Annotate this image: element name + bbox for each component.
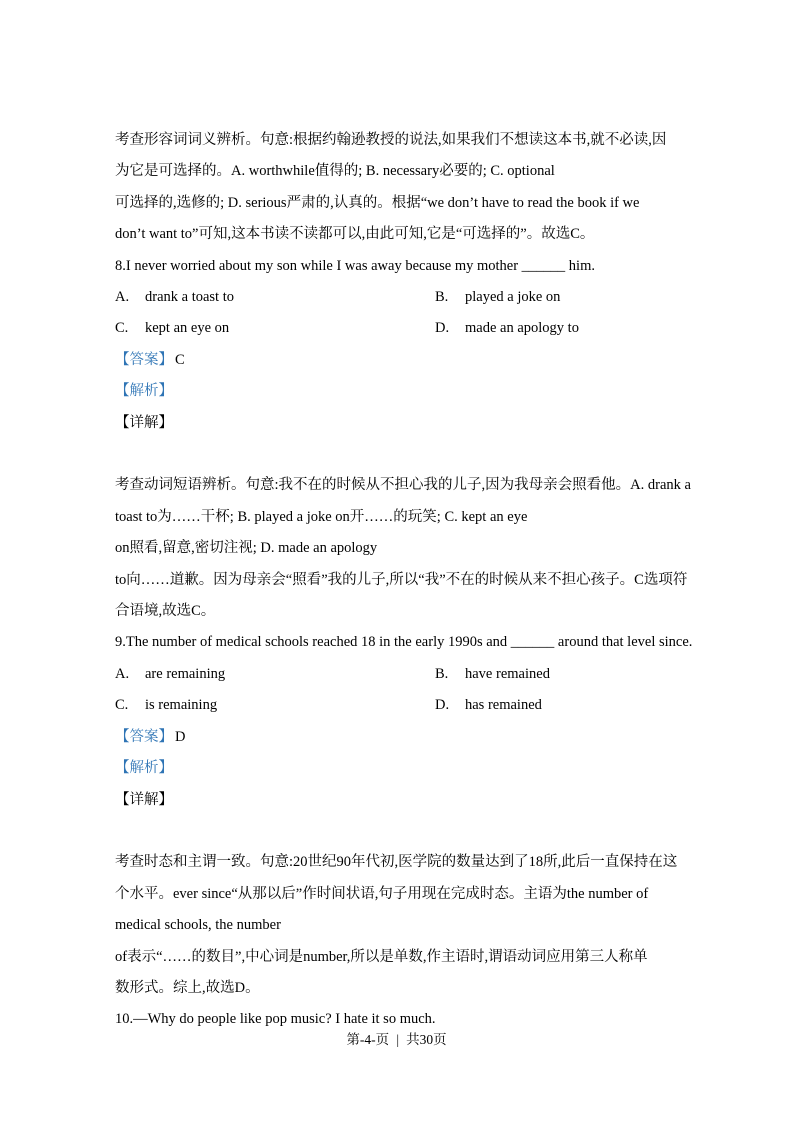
q8-stem: 8.I never worried about my son while I was away because my mother ______ him. xyxy=(115,257,595,274)
q9-option-c-letter: C. xyxy=(115,697,129,714)
q8-explanation-line-2: toast to为……干杯; B. played a joke on开……的玩笑; C. kept an eye xyxy=(115,508,528,525)
spacer xyxy=(115,816,681,847)
q9-option-a-letter: A. xyxy=(115,665,130,682)
q8-option-d-text: made an apology to xyxy=(465,320,579,337)
q8-explanation-line-3: on照看,留意,密切注视; D. made an apology xyxy=(115,540,378,557)
q8-options-row-2 xyxy=(115,313,681,344)
q9-answer-value: D xyxy=(175,728,186,745)
q9-explanation-line-3: medical schools, the number xyxy=(115,917,281,934)
footer-total-pages: 共30页 xyxy=(406,1032,447,1047)
q8-option-d xyxy=(435,313,681,344)
q8-detail-line xyxy=(115,408,681,439)
q8-option-b-letter: B. xyxy=(435,289,449,306)
q9-explanation-line-1: 考查时态和主谓一致。句意:20世纪90年代初,医学院的数量达到了18所,此后一直保持在这 xyxy=(115,854,678,871)
q7-explanation-line-2: 为它是可选择的。A. worthwhile值得的; B. necessary必要的; C. optional xyxy=(115,163,555,180)
q9-analysis-line xyxy=(115,753,681,784)
q8-analysis-line xyxy=(115,376,681,407)
q9-answer-label: 【答案】 xyxy=(115,728,173,745)
q8-answer-value: C xyxy=(175,351,185,368)
spacer xyxy=(115,439,681,470)
q9-detail-line xyxy=(115,785,681,816)
q8-detail-label: 【详解】 xyxy=(115,414,173,431)
q9-option-c-text: is remaining xyxy=(145,697,218,714)
q8-option-c-text: kept an eye on xyxy=(145,320,230,337)
q9-detail-label: 【详解】 xyxy=(115,791,173,808)
q8-options-row-1 xyxy=(115,282,681,313)
q8-answer-line xyxy=(115,345,681,376)
q8-explanation-line-5: 合语境,故选C。 xyxy=(115,603,216,620)
q8-option-d-letter: D. xyxy=(435,320,450,337)
q9-option-b xyxy=(435,659,681,690)
q7-explanation-line-1: 考查形容词词义辨析。句意:根据约翰逊教授的说法,如果我们不想读这本书,就不必读,因 xyxy=(115,132,667,148)
q9-answer-line xyxy=(115,722,681,753)
q9-option-d-letter: D. xyxy=(435,697,450,714)
q8-option-a-letter: A. xyxy=(115,289,130,306)
q8-option-b xyxy=(435,282,681,313)
q9-option-d xyxy=(435,690,681,721)
q9-option-a xyxy=(115,659,435,690)
q8-analysis-label: 【解析】 xyxy=(115,383,173,400)
q9-option-c xyxy=(115,690,435,721)
q8-option-b-text: played a joke on xyxy=(465,289,561,306)
q8-explanation-line-4: to向……道歉。因为母亲会“照看”我的儿子,所以“我”不在的时候从来不担心孩子。C选项符 xyxy=(115,571,688,588)
q9-options-row-1 xyxy=(115,659,681,690)
footer-page-number: 第-4-页 xyxy=(346,1032,390,1047)
q9-explanation-line-5: 数形式。综上,故选D。 xyxy=(115,979,260,996)
q9-explanation-line-4: of表示“……的数目”,中心词是number,所以是单数,作主语时,谓语动词应用第三人称单 xyxy=(115,948,648,965)
q8-answer-label: 【答案】 xyxy=(115,351,173,368)
q9-option-b-text: have remained xyxy=(465,665,550,682)
footer-separator: | xyxy=(396,1032,400,1047)
q7-explanation-line-4: don’t want to”可知,这本书读不读都可以,由此可知,它是“可选择的”。故选C。 xyxy=(115,226,595,243)
q8-option-c-letter: C. xyxy=(115,320,129,337)
q7-explanation-line-3: 可选择的,选修的; D. serious严肃的,认真的。根据“we don’t have to read the book if we xyxy=(115,194,640,211)
q9-option-a-text: are remaining xyxy=(145,665,226,682)
page-footer xyxy=(0,1030,793,1050)
q8-option-a xyxy=(115,282,435,313)
q9-option-b-letter: B. xyxy=(435,665,449,682)
q9-stem: 9.The number of medical schools reached 18 in the early 1990s and ______ around that level since. xyxy=(115,634,693,651)
q9-analysis-label: 【解析】 xyxy=(115,760,173,777)
q8-option-c xyxy=(115,313,435,344)
page-content xyxy=(115,125,693,1036)
q9-options-row-2 xyxy=(115,690,681,721)
q8-explanation-line-1: 考查动词短语辨析。句意:我不在的时候从不担心我的儿子,因为我母亲会照看他。A. drank a xyxy=(115,477,691,494)
q10-stem: 10.—Why do people like pop music? I hate it so much. xyxy=(115,1011,436,1028)
q9-option-d-text: has remained xyxy=(465,697,542,714)
q8-option-a-text: drank a toast to xyxy=(145,289,234,306)
q9-explanation-line-2: 个水平。ever since“从那以后”作时间状语,句子用现在完成时态。主语为the number of xyxy=(115,885,649,902)
